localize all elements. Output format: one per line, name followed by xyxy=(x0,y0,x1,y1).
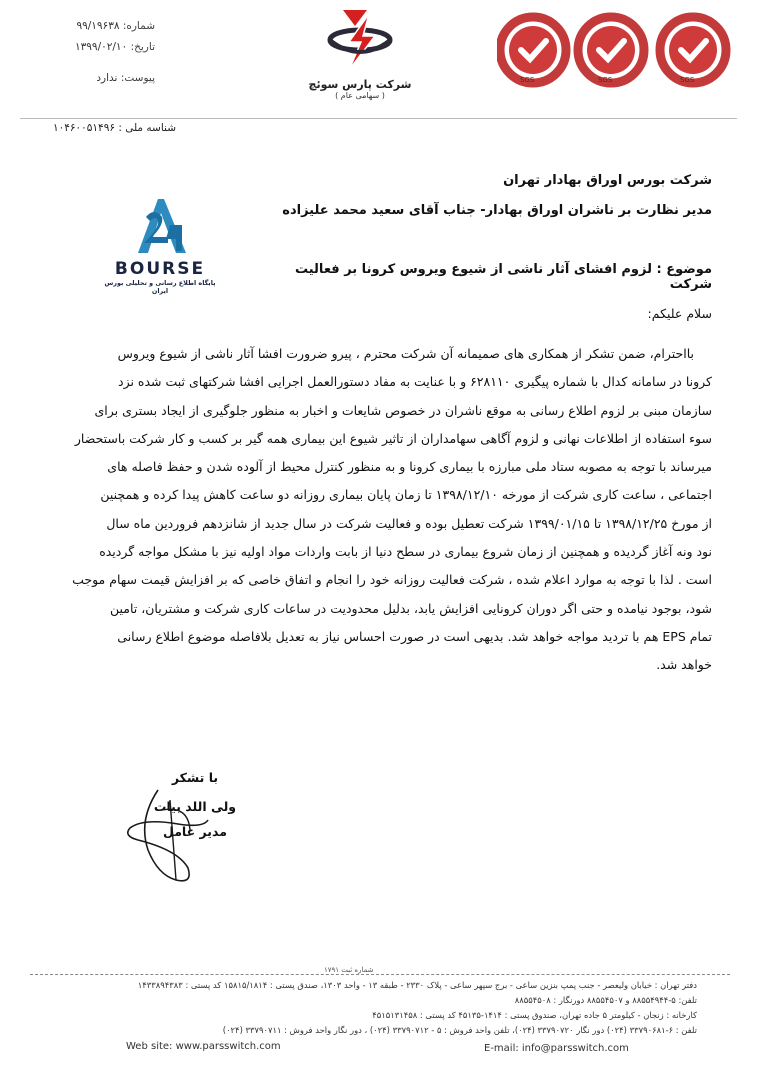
letter-number xyxy=(45,16,155,37)
body-line: شود، بوجود نیامده و حتی اگر دوران کرونایی افزایش یابد، بدلیل محدودیت در ساعات کاری شرکت و مشتریان، تامین xyxy=(109,600,712,616)
company-logo-name: شرکت پارس سوئچ xyxy=(308,78,412,91)
letter-subject: موضوع : لزوم افشای آثار ناشی از شیوع ویروس کرونا بر فعالیت شرکت xyxy=(294,262,712,292)
body-line: خواهد شد. xyxy=(656,657,712,673)
pars-switch-logo-icon xyxy=(305,6,415,74)
letter-attachment xyxy=(45,68,155,89)
footer-factory-phones: تلفن : ۶-۳۳۷۹۰۶۸۱ (۰۲۴) دور نگار ۳۳۷۹۰۷۲۰ (۰۲۴)، تلفن واحد فروش : ۵ - ۳۳۷۹۰۷۱۲ (۰۲۴) ، دور نگار واحد فروش : ۳۳۷۹۰۷۱۱ (۰۲۴) xyxy=(222,1025,697,1035)
footer-tehran-office: دفتر تهران : خیابان ولیعصر - جنب پمپ بنزین ساعی - برج سپهر ساعی - پلاک ۲۳۳۰ - طبقه ۱۳ - واحد ۱۳۰۳، صندق پستی : ۱۵۸۱۵/۱۸۱۴ کد پستی : ۱۴۳۳۸۹۴۳۸۳ xyxy=(137,980,697,990)
body-line: اجتماعی ، ساعت کاری شرکت از مورخه ۱۳۹۸/۱۲/۱۰ تا زمان پایان بیماری روزانه دو ساعت کاهش پیدا کرده و همچنین xyxy=(100,487,712,503)
date-label: تاریخ: xyxy=(130,41,155,53)
letter-date xyxy=(45,37,155,58)
body-line: است . لذا با توجه به موارد اعلام شده ، شرکت فعالیت روزانه خود را انجام و اتفاق خاصی که بر افزایش قیمت سهام موجب xyxy=(72,572,712,588)
signature-name: ولی اللد بیات xyxy=(153,799,237,814)
signature-closing: با تشکر xyxy=(171,770,219,785)
body-line: نود ونه آغاز گردیده و همچنین از زمان شروع بیماری در سطح دنیا از بابت واردات مواد اولیه نیز با مشکل مواجه گردیده xyxy=(99,544,712,560)
letter-meta xyxy=(45,16,155,89)
bourse-24-icon xyxy=(100,195,220,257)
signature-title: مدیر عامل xyxy=(163,824,227,839)
company-logo-type: ( سهامی عام ) xyxy=(335,91,385,100)
company-logo xyxy=(305,6,415,106)
body-line: بااحترام، ضمن تشکر از همکاری های صمیمانه آن شرکت محترم ، پیرو ضرورت افشا آثار ناشی از شیوع ویروس xyxy=(117,346,694,361)
footer-reg-no: شماره ثبت ۱۷۹۱ xyxy=(320,966,378,974)
footer-factory: کارخانه : زنجان - کیلومتر ۵ جاده تهران، صندوق پستی : ۱۴۱۴-۴۵۱۳۵ کد پستی : ۴۵۱۵۱۳۱۴۵۸ xyxy=(372,1010,697,1020)
number-label: شماره: xyxy=(122,20,155,32)
national-id-label: شناسه ملی : xyxy=(118,122,176,134)
header-divider xyxy=(20,118,737,119)
bourse-logo xyxy=(100,195,220,295)
national-id-value: ۱۰۴۶۰۰۵۱۴۹۶ xyxy=(52,122,115,134)
date-value: ۱۳۹۹/۰۲/۱۰ xyxy=(75,41,128,53)
body-line: میرساند با توجه به مصوبه ستاد ملی مبارزه با بیماری کرونا و به منظور کنترل محیط از آلوده شدن و حفظ فاصله های xyxy=(107,459,712,475)
letter-body xyxy=(44,340,712,680)
footer-tehran-phones: تلفن: ۵-۸۸۵۵۴۹۴۴ و ۸۸۵۵۴۵۰۷ دورنگار : ۸۸۵۵۴۵۰۸ xyxy=(514,995,697,1005)
footer-website: Web site: www.parsswitch.com xyxy=(126,1041,281,1052)
greeting: سلام علیکم: xyxy=(647,306,712,321)
footer-divider xyxy=(30,974,730,975)
body-line: سازمان مبنی بر لزوم اطلاع رسانی به موقع ناشران در خصوص شایعات و اخبار به منظور جلوگیری از ایجاد بستری برای xyxy=(94,402,712,418)
sgs-certificates-icon xyxy=(497,12,732,102)
attachment-label: پیوست: xyxy=(120,72,155,84)
body-line: کرونا در سامانه کدال با شماره پیگیری ۶۲۸۱۱۰ و با عنایت به مفاد دستورالعمل اجرایی افشا شرکتهای ثبت شده نزد xyxy=(118,374,712,390)
bourse-logo-text: BOURSE xyxy=(114,259,206,279)
svg-text:SGS: SGS xyxy=(598,76,613,84)
number-value: ۹۹/۱۹۶۳۸ xyxy=(76,20,120,32)
attachment-value: ندارد xyxy=(96,72,118,84)
footer-address xyxy=(0,978,697,1038)
certification-badges xyxy=(497,12,732,102)
body-line: از مورخ ۱۳۹۸/۱۲/۲۵ تا ۱۳۹۹/۰۱/۱۵ شرکت تعطیل بوده و فعالیت شرکت در سال جدید از شانزدهم فروردین ماه سال xyxy=(106,515,712,531)
national-id xyxy=(36,122,176,134)
handwritten-signature-icon xyxy=(118,780,228,890)
body-line: تمام EPS هم با تردید مواجه خواهد شد. بدیهی است در صورت احساس نیاز به تعدیل بلافاصله موضوع اطلاع رسانی xyxy=(117,628,712,644)
body-line: سوء استفاده از اطلاعات نهانی و لزوم آگاهی سهامداران از تاثیر شیوع این بیماری همه گیر بر کسب و کار شرکت باستحضار xyxy=(74,430,712,446)
recipient-line-2: مدیر نظارت بر ناشران اوراق بهادار- جناب آقای سعید محمد علیزاده xyxy=(282,203,712,218)
recipient-line-1: شرکت بورس اوراق بهادار تهران xyxy=(503,173,712,188)
footer-email: E-mail: info@parsswitch.com xyxy=(484,1043,629,1054)
svg-text:SGS: SGS xyxy=(680,76,695,84)
bourse-logo-subtitle: پایگاه اطلاع رسانی و تحلیلی بورس ایران xyxy=(104,279,216,295)
svg-text:SGS: SGS xyxy=(520,76,535,84)
